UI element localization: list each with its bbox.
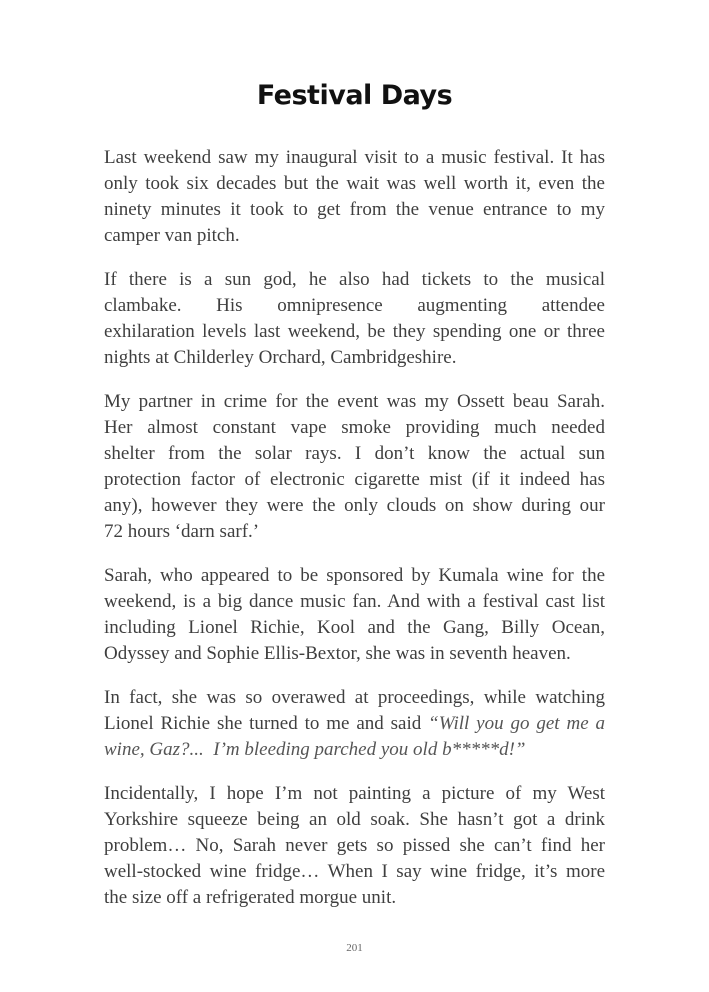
text-segment: Lionel Richie she turned to me and said <box>104 713 429 734</box>
text-line <box>104 711 605 737</box>
text-line: only took six decades but the wait was well worth it, even the <box>104 173 605 194</box>
paragraph <box>104 145 605 249</box>
text-line: My partner in crime for the event was my Ossett beau Sarah. <box>104 391 605 412</box>
page-title: Festival Days <box>256 80 453 111</box>
text-line: Sarah, who appeared to be sponsored by Kumala wine for the <box>104 565 605 586</box>
text-line: Her almost constant vape smoke providing much needed <box>104 417 605 438</box>
text-line: Odyssey and Sophie Ellis-Bextor, she was in seventh heaven. <box>104 643 571 664</box>
text-line: problem… No, Sarah never gets so pissed she can’t find her <box>104 835 605 856</box>
quote-text: “Will you go get me a <box>428 713 605 734</box>
paragraph <box>104 267 605 371</box>
text-line: protection factor of electronic cigarette mist (if it indeed has <box>104 469 605 490</box>
text-line: nights at Childerley Orchard, Cambridgeshire. <box>104 347 457 368</box>
text-line: including Lionel Richie, Kool and the Gang, Billy Ocean, <box>104 617 605 638</box>
text-line: Incidentally, I hope I’m not painting a picture of my West <box>104 783 605 804</box>
text-line: Yorkshire squeeze being an old soak. She hasn’t got a drink <box>104 809 605 830</box>
body-text <box>104 145 605 929</box>
text-line: the size off a refrigerated morgue unit. <box>104 887 397 908</box>
text-line: ninety minutes it took to get from the venue entrance to my <box>104 199 605 220</box>
paragraph-quote <box>104 685 605 763</box>
text-line: In fact, she was so overawed at proceedings, while watching <box>104 687 605 708</box>
paragraph <box>104 563 605 667</box>
text-line: weekend, is a big dance music fan. And with a festival cast list <box>104 591 605 612</box>
text-line: camper van pitch. <box>104 225 240 246</box>
text-line: shelter from the solar rays. I don’t know the actual sun <box>104 443 605 464</box>
text-line: exhilaration levels last weekend, be they spending one or three <box>104 321 605 342</box>
text-line: Last weekend saw my inaugural visit to a music festival. It has <box>104 147 605 168</box>
text-line: any), however they were the only clouds on show during our <box>104 495 605 516</box>
text-line: If there is a sun god, he also had tickets to the musical <box>104 269 605 290</box>
paragraph <box>104 781 605 911</box>
text-line: well-stocked wine fridge… When I say wine fridge, it’s more <box>104 861 605 882</box>
paragraph <box>104 389 605 545</box>
quote-text: wine, Gaz?... I’m bleeding parched you old b*****d!” <box>104 739 526 760</box>
page-number: 201 <box>346 942 363 954</box>
text-line: 72 hours ‘darn sarf.’ <box>104 521 260 542</box>
text-line: clambake. His omnipresence augmenting attendee <box>104 295 605 316</box>
